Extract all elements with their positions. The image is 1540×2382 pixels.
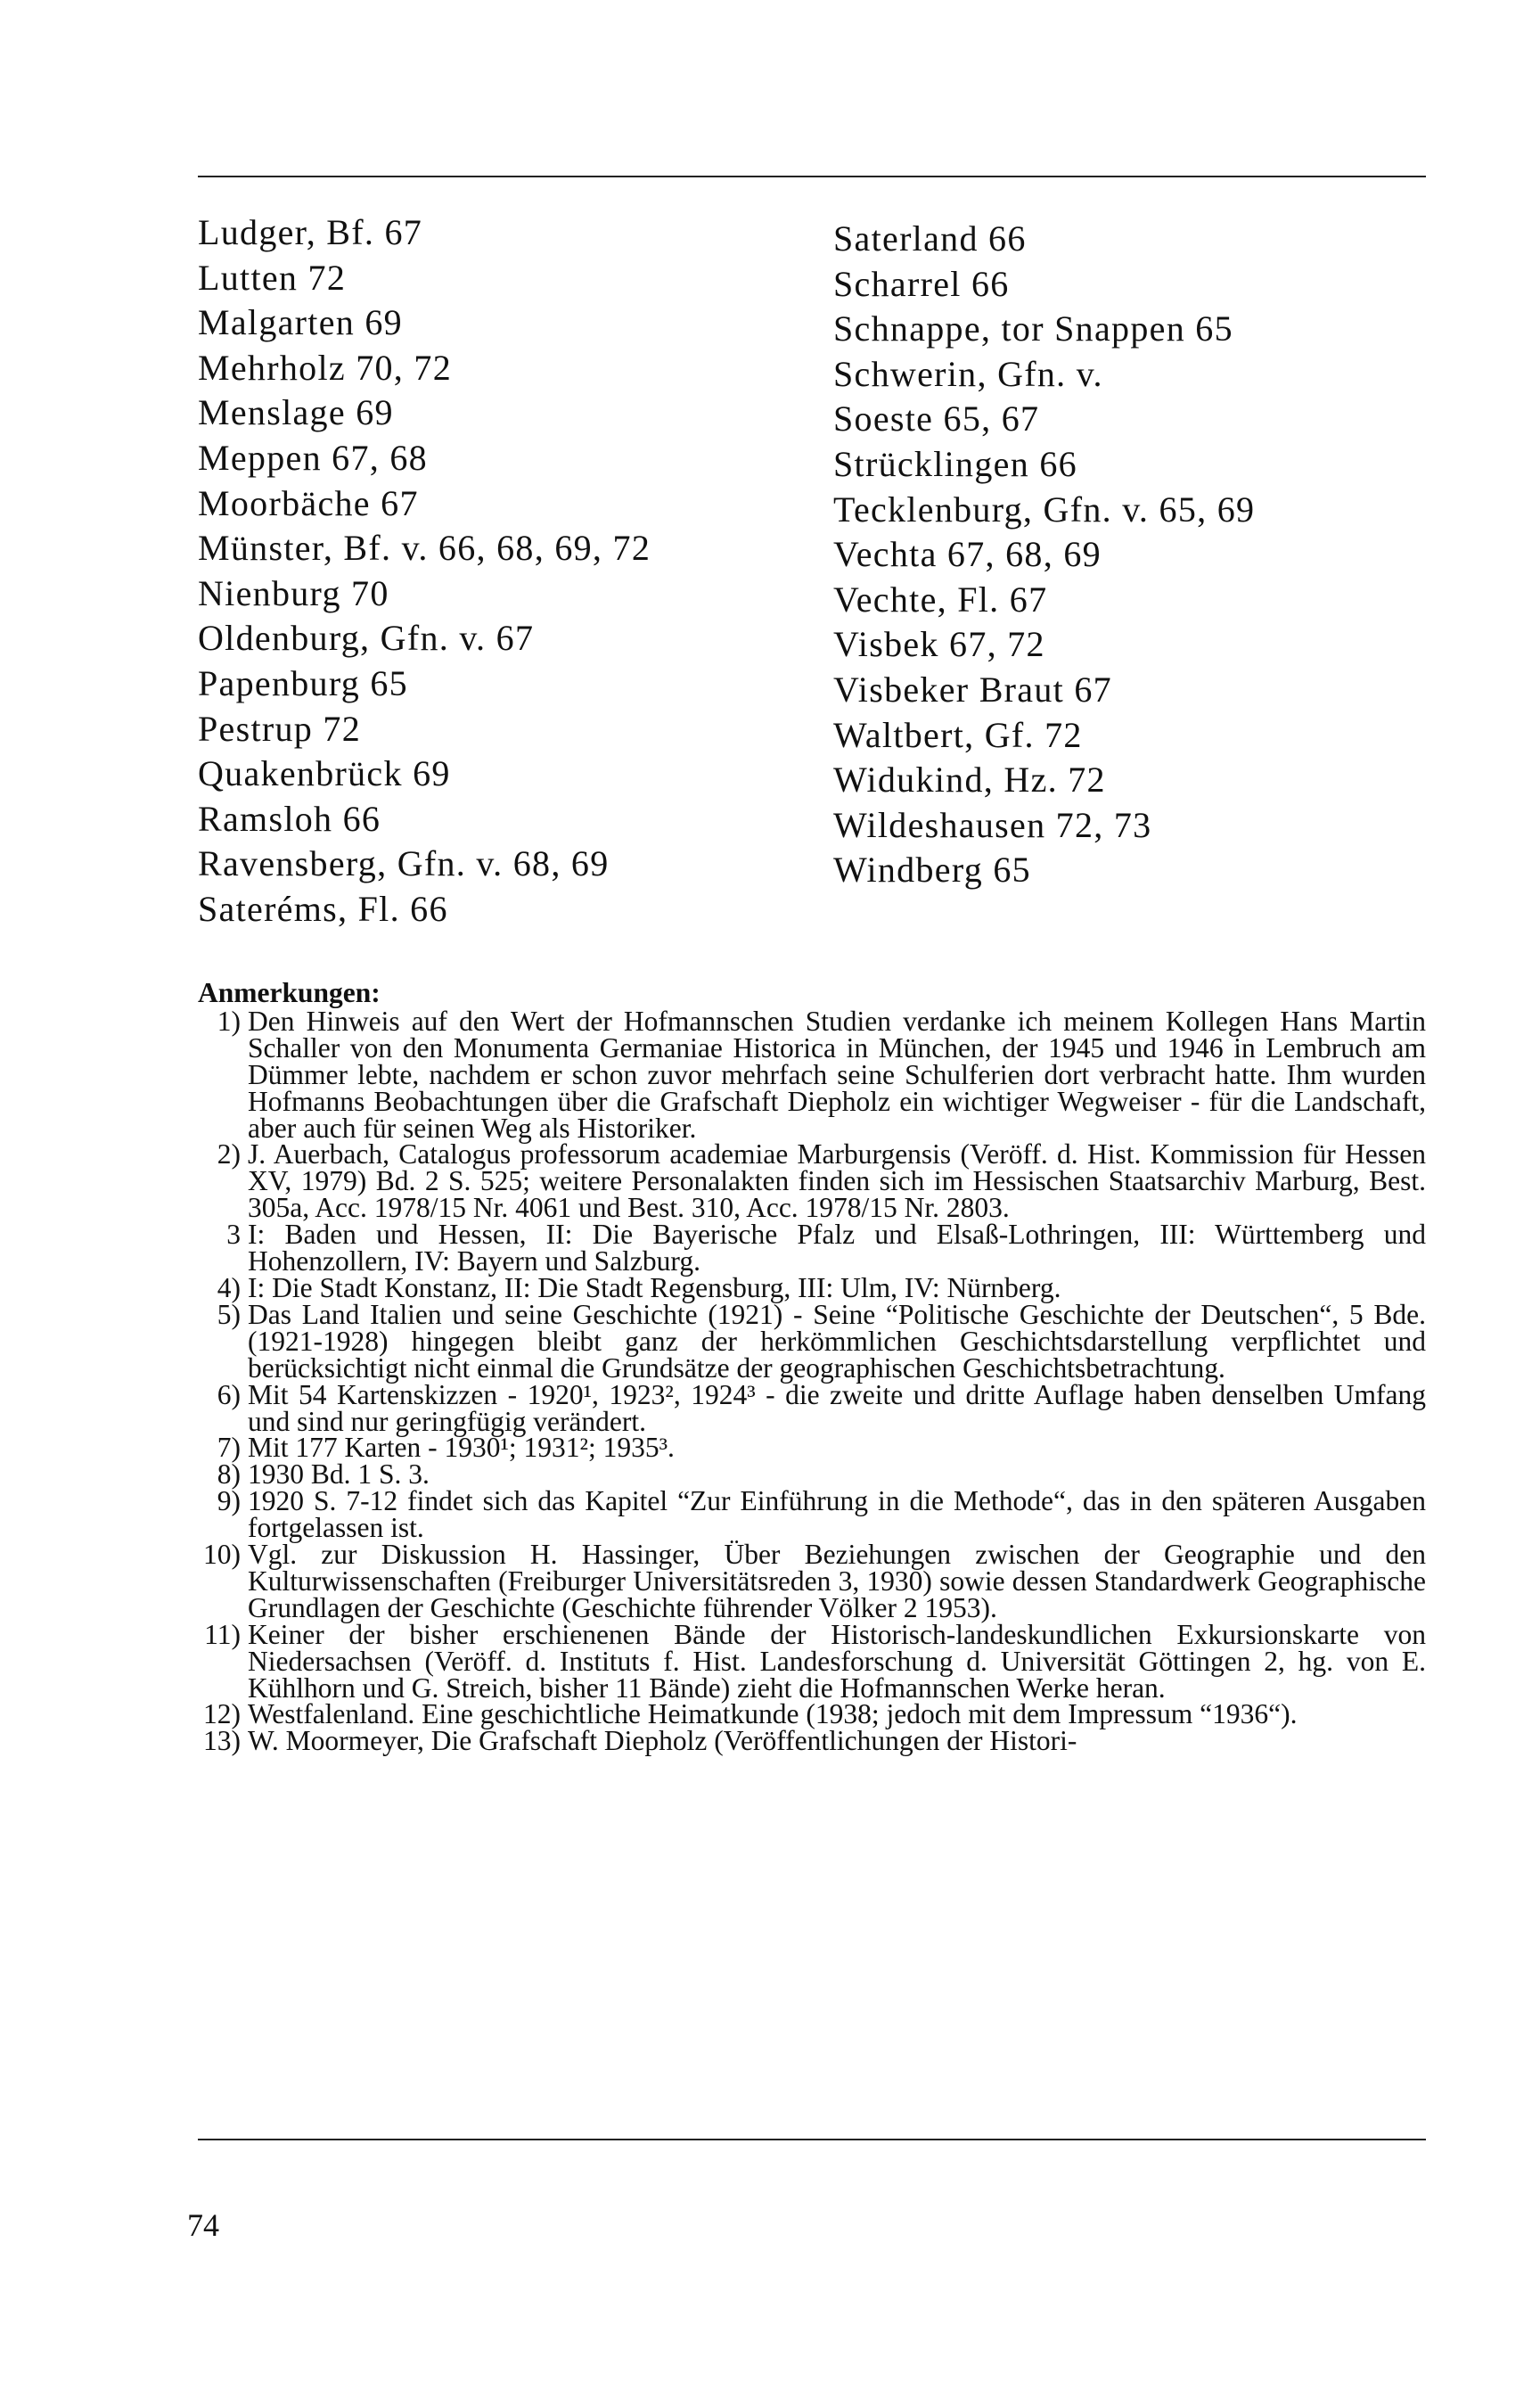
index-entry: Meppen 67, 68 — [198, 437, 428, 478]
footnote-number: 5) — [217, 1298, 241, 1330]
index-entry: Oldenburg, Gfn. v. 67 — [198, 618, 535, 659]
index-entry: Visbeker Braut 67 — [833, 669, 1112, 710]
footnote-text: Mit 54 Kartenskizzen - 1920¹, 1923², 1924³ - die zweite und dritte Auflage haben denselben Umfang und sind nur geringfügig verändert. — [248, 1378, 1426, 1437]
footnote — [198, 1138, 1426, 1224]
footnote-number: 10) — [203, 1539, 241, 1571]
footnotes-section — [198, 977, 1426, 1757]
index-column-left — [198, 210, 651, 932]
footnote-text: Mit 177 Karten - 1930¹; 1931²; 1935³. — [248, 1432, 675, 1464]
footnote-text: Vgl. zur Diskussion H. Hassinger, Über Beziehungen zwischen der Geographie und den Kulturwissenschaften (Freiburger Universitätsreden 3, 1930) sowie dessen Standardwerk Geographische Grundlagen der Geschichte (Geschichte führender Völker 2 1953). — [248, 1539, 1426, 1623]
footnote-number: 7) — [217, 1432, 241, 1464]
bottom-rule — [198, 2139, 1426, 2140]
index-entry: Lutten 72 — [198, 257, 347, 298]
footnote — [198, 1005, 1426, 1144]
footnote-text: 1930 Bd. 1 S. 3. — [248, 1458, 430, 1491]
index-entry: Papenburg 65 — [198, 662, 408, 703]
index-entry: Tecklenburg, Gfn. v. 65, 69 — [833, 489, 1256, 530]
index-entry: Scharrel 66 — [833, 263, 1010, 304]
index-entry: Schwerin, Gfn. v. — [833, 353, 1103, 394]
footnote — [198, 1298, 1426, 1384]
footnote-number: 2) — [217, 1138, 241, 1170]
index-entry: Strücklingen 66 — [833, 443, 1077, 484]
footnote-text: I: Baden und Hessen, II: Die Bayerische Pfalz und Elsaß-Lothringen, III: Württemberg und Hohenzollern, IV: Bayern und Salzburg. — [248, 1219, 1426, 1277]
index-entry: Windberg 65 — [833, 850, 1031, 891]
footnote-number: 8) — [217, 1458, 241, 1491]
top-rule — [198, 176, 1426, 177]
footnote-text: W. Moormeyer, Die Grafschaft Diepholz (Veröffentlichungen der Histori- — [248, 1725, 1077, 1757]
footnote — [198, 1271, 1426, 1303]
footnote — [198, 1432, 1426, 1464]
footnote — [198, 1458, 1426, 1491]
footnote — [198, 1698, 1426, 1730]
index-entry: Quakenbrück 69 — [198, 753, 451, 794]
footnote-text: I: Die Stadt Konstanz, II: Die Stadt Regensburg, III: Ulm, IV: Nürnberg. — [248, 1271, 1061, 1303]
index-entry: Saterland 66 — [833, 218, 1027, 259]
index-entry: Nienburg 70 — [198, 572, 389, 613]
footnote-text: Den Hinweis auf den Wert der Hofmannschen Studien verdanke ich meinem Kollegen Hans Martin Schaller von den Monumenta Germaniae Historica in München, der 1945 und 1946 in Lembruch am Dümmer lebte, nachdem er schon zuvor mehrfach seine Schulferien dort verbracht hatte. Ihm wurden Hofmanns Beobachtungen über die Grafschaft Diepholz ein wichtiger Wegweiser - für die Landschaft, aber auch für seinen Weg als Historiker. — [248, 1005, 1426, 1144]
footnote-text: Keiner der bisher erschienenen Bände der Historisch-landeskundlichen Exkursionskarte von Niedersachsen (Veröff. d. Instituts f. Hist. Landesforschung d. Universität Göttingen 2, hg. von E. Kühlhorn und G. Streich, bisher 11 Bände) zieht die Hofmannschen Werke heran. — [248, 1618, 1426, 1704]
footnote-text: Westfalenland. Eine geschichtliche Heimatkunde (1938; jedoch mit dem Impressum “1936“). — [248, 1698, 1298, 1730]
footnote-number: 4) — [217, 1271, 241, 1303]
index-entry: Widukind, Hz. 72 — [833, 760, 1106, 801]
index-entry: Pestrup 72 — [198, 708, 361, 749]
footnote-number: 13) — [203, 1725, 241, 1757]
footnote — [198, 1541, 1426, 1622]
footnote — [198, 1221, 1426, 1275]
index-entry: Ravensberg, Gfn. v. 68, 69 — [198, 843, 610, 884]
index-entry: Ramsloh 66 — [198, 798, 381, 839]
footnote-number: 6) — [217, 1378, 241, 1410]
page-number: 74 — [187, 2207, 219, 2243]
footnote — [198, 1485, 1426, 1544]
index-entry: Schnappe, tor Snappen 65 — [833, 308, 1233, 349]
index-entry: Moorbäche 67 — [198, 482, 419, 523]
footnote — [198, 1378, 1426, 1437]
footnote-number: 11) — [204, 1618, 241, 1650]
index-entry: Münster, Bf. v. 66, 68, 69, 72 — [198, 528, 651, 569]
footnote-number: 1) — [217, 1005, 241, 1037]
index-entry: Malgarten 69 — [198, 302, 403, 343]
notes-list — [198, 1005, 1426, 1757]
footnote — [198, 1725, 1426, 1757]
footnote-text: Das Land Italien und seine Geschichte (1921) - Seine “Politische Geschichte der Deutschen“, 5 Bde. (1921-1928) hingegen bleibt ganz der herkömmlichen Geschichtsdarstellung verpflichtet und berücksichtigt nicht einmal die Grundsätze der geographischen Geschichtsbetrachtung. — [248, 1298, 1426, 1384]
footnote-number: 12) — [203, 1698, 241, 1730]
notes-heading: Anmerkungen: — [198, 977, 381, 1008]
footnote-number: 9) — [217, 1485, 241, 1517]
index-entry: Vechta 67, 68, 69 — [833, 534, 1102, 575]
index-entry: Vechte, Fl. 67 — [833, 579, 1048, 620]
index-entry: Visbek 67, 72 — [833, 624, 1045, 665]
index-entry: Menslage 69 — [198, 392, 394, 433]
index-column-right — [833, 217, 1255, 893]
index-entry: Wildeshausen 72, 73 — [833, 804, 1152, 845]
footnote-number: 3 — [226, 1219, 241, 1251]
index-entry: Mehrholz 70, 72 — [198, 347, 453, 388]
footnote-text: 1920 S. 7-12 findet sich das Kapitel “Zur Einführung in die Methode“, das in den späteren Ausgaben fortgelassen ist. — [248, 1485, 1426, 1544]
footnote-text: J. Auerbach, Catalogus professorum academiae Marburgensis (Veröff. d. Hist. Kommission für Hessen XV, 1979) Bd. 2 S. 525; weitere Personalakten finden sich im Hessischen Staatsarchiv Marburg, Best. 305a, Acc. 1978/15 Nr. 4061 und Best. 310, Acc. 1978/15 Nr. 2803. — [248, 1138, 1426, 1224]
index-entry: Sateréms, Fl. 66 — [198, 888, 448, 929]
index-entry: Waltbert, Gf. 72 — [833, 714, 1083, 755]
index-entry: Soeste 65, 67 — [833, 398, 1040, 439]
index-entry: Ludger, Bf. 67 — [198, 212, 423, 252]
footnote — [198, 1618, 1426, 1704]
